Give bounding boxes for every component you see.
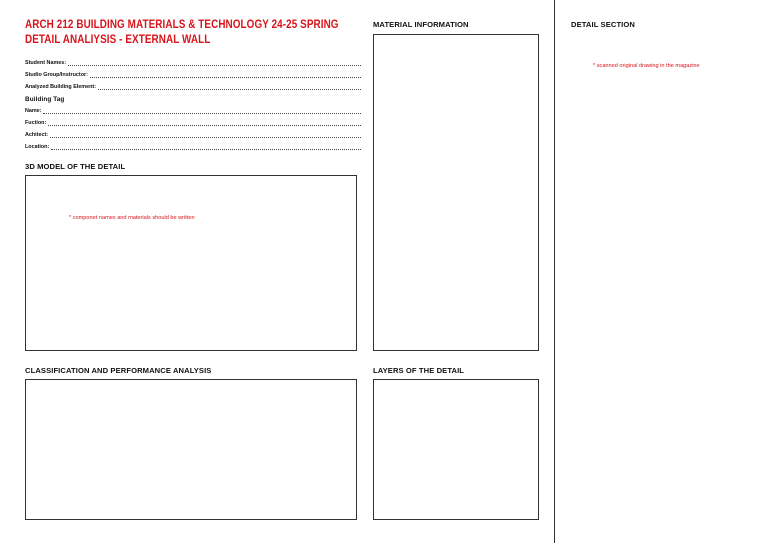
function-line bbox=[48, 120, 361, 126]
analyzed-element-line bbox=[98, 84, 361, 90]
layers-heading: LAYERS OF THE DETAIL bbox=[373, 366, 465, 375]
model-3d-heading: 3D MODEL OF THE DETAIL bbox=[25, 162, 126, 171]
title-line-1: ARCH 212 BUILDING MATERIALS & TECHNOLOGY 24-25 SPRING bbox=[25, 19, 339, 31]
name-field[interactable] bbox=[25, 104, 361, 115]
name-label: Name: bbox=[25, 108, 42, 114]
function-label: Fuction: bbox=[25, 120, 47, 126]
student-names-label: Student Names: bbox=[25, 60, 67, 66]
name-line bbox=[43, 108, 361, 114]
architect-label: Achitect: bbox=[25, 132, 49, 138]
model-note: * componet names and materials should be written bbox=[69, 215, 195, 221]
title-line-2: DETAIL ANALIYSIS - EXTERNAL WALL bbox=[25, 34, 211, 46]
material-info-heading: MATERIAL INFORMATION bbox=[373, 20, 469, 29]
studio-group-line bbox=[90, 72, 361, 78]
layers-box[interactable] bbox=[373, 379, 539, 520]
model-3d-box[interactable] bbox=[25, 175, 357, 351]
section-divider bbox=[554, 0, 555, 543]
analyzed-element-field[interactable] bbox=[25, 80, 361, 91]
student-names-line bbox=[68, 60, 361, 66]
studio-group-field[interactable] bbox=[25, 68, 361, 79]
function-field[interactable] bbox=[25, 116, 361, 127]
student-names-field[interactable] bbox=[25, 56, 361, 67]
architect-line bbox=[50, 132, 361, 138]
classification-box[interactable] bbox=[25, 379, 357, 520]
analyzed-element-label: Analyzed Building Element: bbox=[25, 84, 96, 90]
location-field[interactable] bbox=[25, 140, 361, 151]
building-tag-heading: Building Tag bbox=[25, 96, 65, 103]
sheet-title bbox=[25, 18, 339, 48]
architect-field[interactable] bbox=[25, 128, 361, 139]
classification-heading: CLASSIFICATION AND PERFORMANCE ANALYSIS bbox=[25, 366, 212, 375]
material-info-box[interactable] bbox=[373, 34, 539, 351]
location-label: Location: bbox=[25, 144, 50, 150]
studio-group-label: Studio Group/Instructor: bbox=[25, 72, 88, 78]
detail-note: * scanned original drawing in the magazine bbox=[593, 63, 700, 69]
detail-section-heading: DETAIL SECTION bbox=[571, 20, 635, 29]
location-line bbox=[51, 144, 361, 150]
